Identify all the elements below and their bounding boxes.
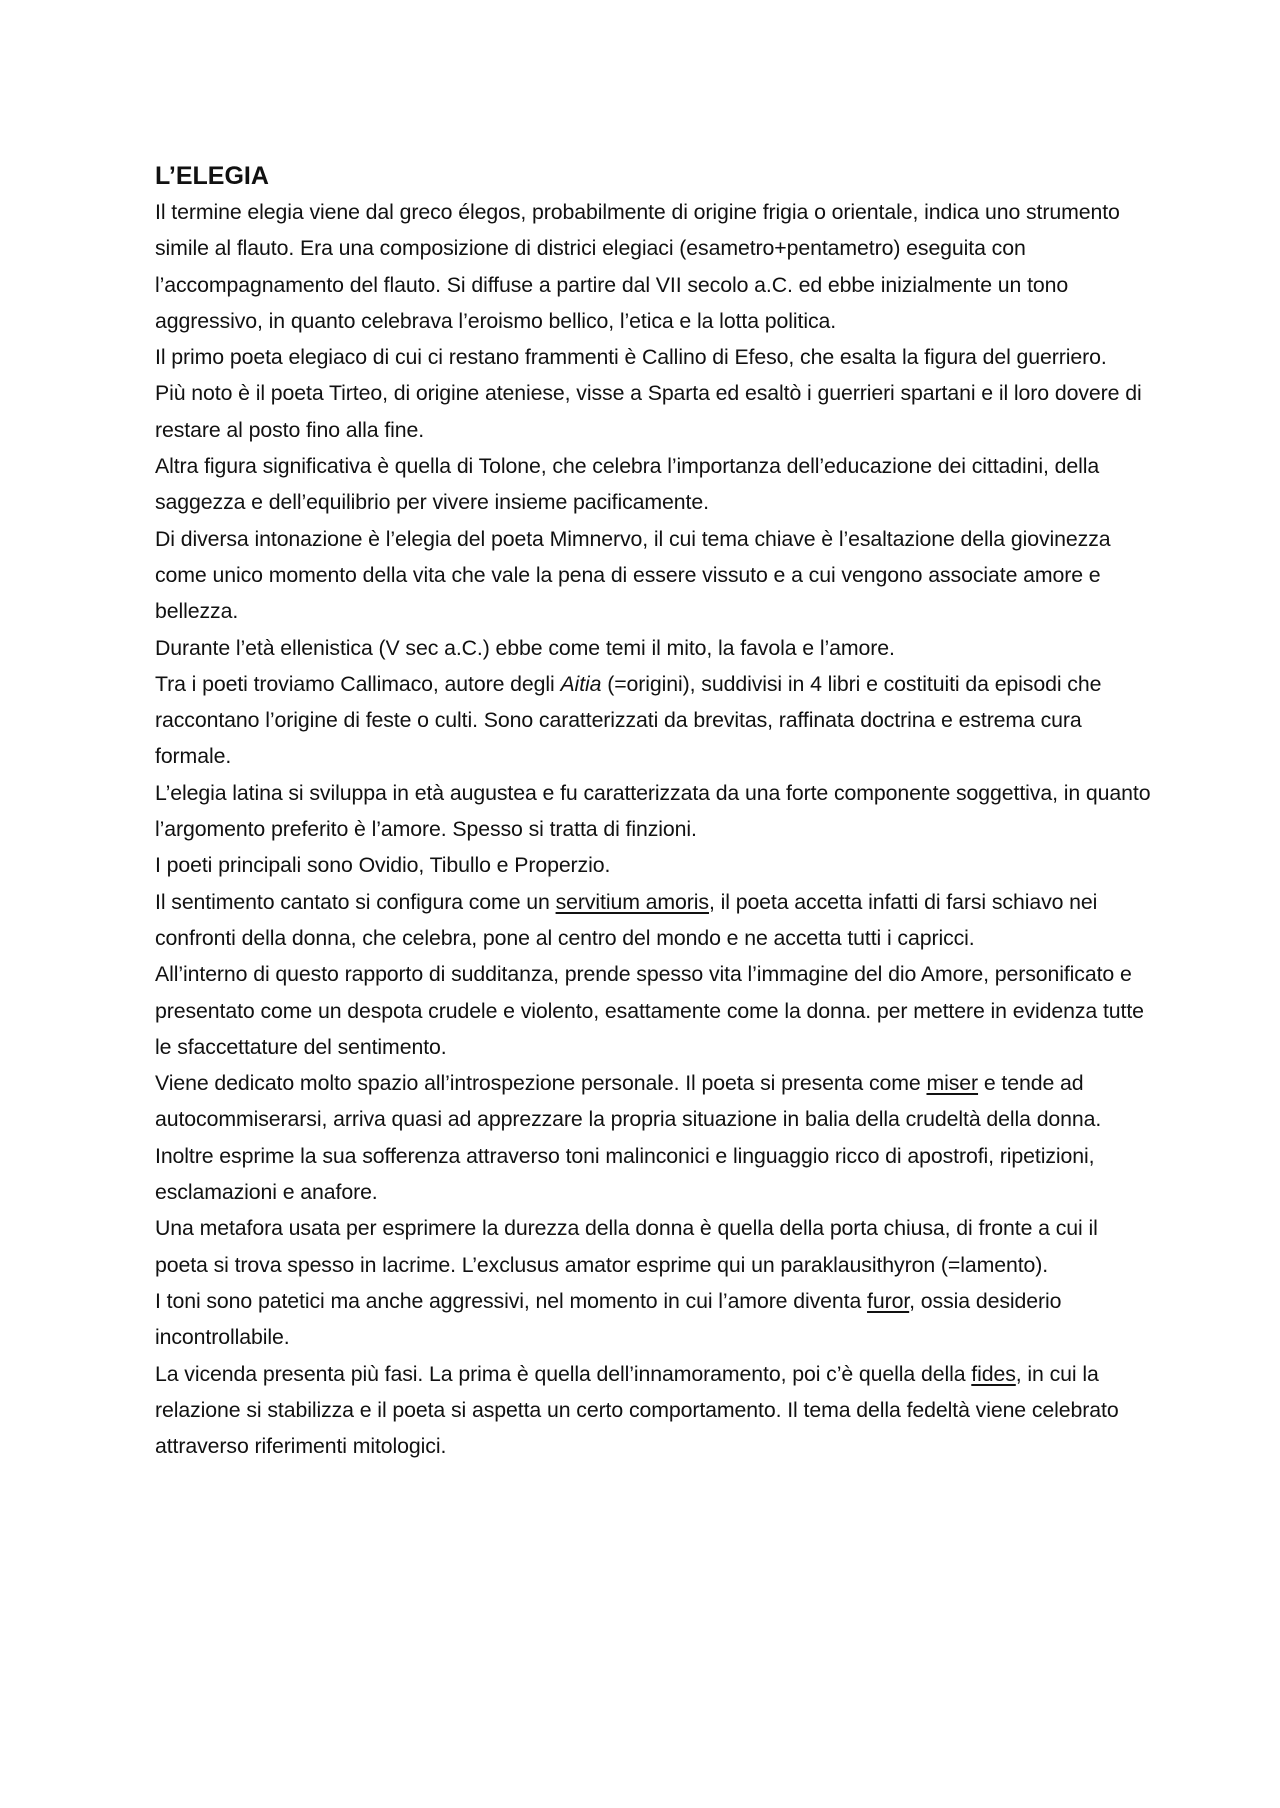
paragraph [155,666,1155,775]
document-title: L’ELEGIA [155,162,269,190]
document-body [155,194,1155,1464]
text-segment: Il primo poeta elegiaco di cui ci restano frammenti è Callino di Efeso, che esalta la figura del guerriero. [155,345,1107,370]
italic-term: Aitia [560,671,602,696]
text-segment: Il termine elegia viene dal greco élegos, probabilmente di origine frigia o orientale, indica uno strumento simile al flauto. Era una composizione di districi elegiaci (esametro+pentametro) eseguita con l’accompagnamento del flauto. Si diffuse a partire dal VII secolo a.C. ed ebbe inizialmente un tono aggressivo, in quanto celebrava l’eroismo bellico, l’etica e la lotta politica. [155,200,1120,333]
paragraph [155,194,1155,339]
paragraph [155,956,1155,1065]
paragraph [155,884,1155,957]
text-segment: , ossia desiderio incontrollabile. [155,1288,1062,1350]
text-segment: Di diversa intonazione è l’elegia del poeta Mimnervo, il cui tema chiave è l’esaltazione della giovinezza come unico momento della vita che vale la pena di essere vissuto e a cui vengono associate amore e bellezza. [155,526,1111,624]
text-segment: Il sentimento cantato si configura come un [155,889,556,914]
underlined-term: miser [926,1071,979,1096]
paragraph [155,1210,1155,1283]
text-segment: I toni sono patetici ma anche aggressivi, nel momento in cui l’amore diventa [155,1288,868,1313]
paragraph [155,521,1155,630]
underlined-term: servitium amoris [555,889,709,914]
text-segment: Una metafora usata per esprimere la durezza della donna è quella della porta chiusa, di fronte a cui il poeta si trova spesso in lacrime. L’exclusus amator esprime qui un paraklausithyron (=lamento). [155,1216,1098,1277]
text-segment: (=origini), suddivisi in 4 libri e costituiti da episodi che raccontano l’origine di feste o culti. Sono caratterizzati da brevitas, raffinata doctrina e estrema cura formale. [155,671,1102,769]
text-segment: , il poeta accetta infatti di farsi schiavo nei confronti della donna, che celebra, pone al centro del mondo e ne accetta tutti i capricci. [155,889,1098,950]
text-segment: , in cui la relazione si stabilizza e il poeta si aspetta un certo comportamento. Il tema della fedeltà viene celebrato attraverso riferimenti mitologici. [155,1361,1119,1459]
paragraph [155,1283,1155,1356]
underlined-term: fides [971,1361,1016,1386]
text-segment: Viene dedicato molto spazio all’introspezione personale. Il poeta si presenta come [155,1071,927,1096]
text-segment: e tende ad autocommiserarsi, arriva quasi ad apprezzare la propria situazione in balia della crudeltà della donna. Inoltre esprime la sua sofferenza attraverso toni malinconici e linguaggio ricco di apostrofi, ripetizioni, esclamazioni e anafore. [155,1071,1102,1205]
text-segment: I poeti principali sono Ovidio, Tibullo e Properzio. [155,853,611,878]
text-segment: La vicenda presenta più fasi. La prima è quella dell’innamoramento, poi c’è quella della [155,1361,972,1386]
text-segment: Durante l’età ellenistica (V sec a.C.) ebbe come temi il mito, la favola e l’amore. [155,635,895,660]
document-page [155,158,1155,1464]
text-segment: Altra figura significativa è quella di Tolone, che celebra l’importanza dell’educazione dei cittadini, della saggezza e dell’equilibrio per vivere insieme pacificamente. [155,454,1100,515]
paragraph [155,448,1155,521]
paragraph [155,1065,1155,1210]
paragraph [155,630,1155,666]
text-segment: L’elegia latina si sviluppa in età augustea e fu caratterizzata da una forte componente soggettiva, in quanto l’argomento preferito è l’amore. Spesso si tratta di finzioni. [155,780,1151,842]
paragraph [155,339,1155,375]
text-segment: Più noto è il poeta Tirteo, di origine ateniese, visse a Sparta ed esaltò i guerrieri spartani e il loro dovere di restare al posto fino alla fine. [155,381,1142,442]
paragraph [155,1356,1155,1465]
underlined-term: furor [867,1288,910,1313]
text-segment: Tra i poeti troviamo Callimaco, autore degli [155,671,561,696]
text-segment: All’interno di questo rapporto di sudditanza, prende spesso vita l’immagine del dio Amore, personificato e presentato come un despota crudele e violento, esattamente come la donna. per mettere in evidenza tutte le sfaccettature del sentimento. [155,962,1144,1059]
paragraph [155,375,1155,448]
paragraph [155,847,1155,883]
paragraph [155,775,1155,848]
